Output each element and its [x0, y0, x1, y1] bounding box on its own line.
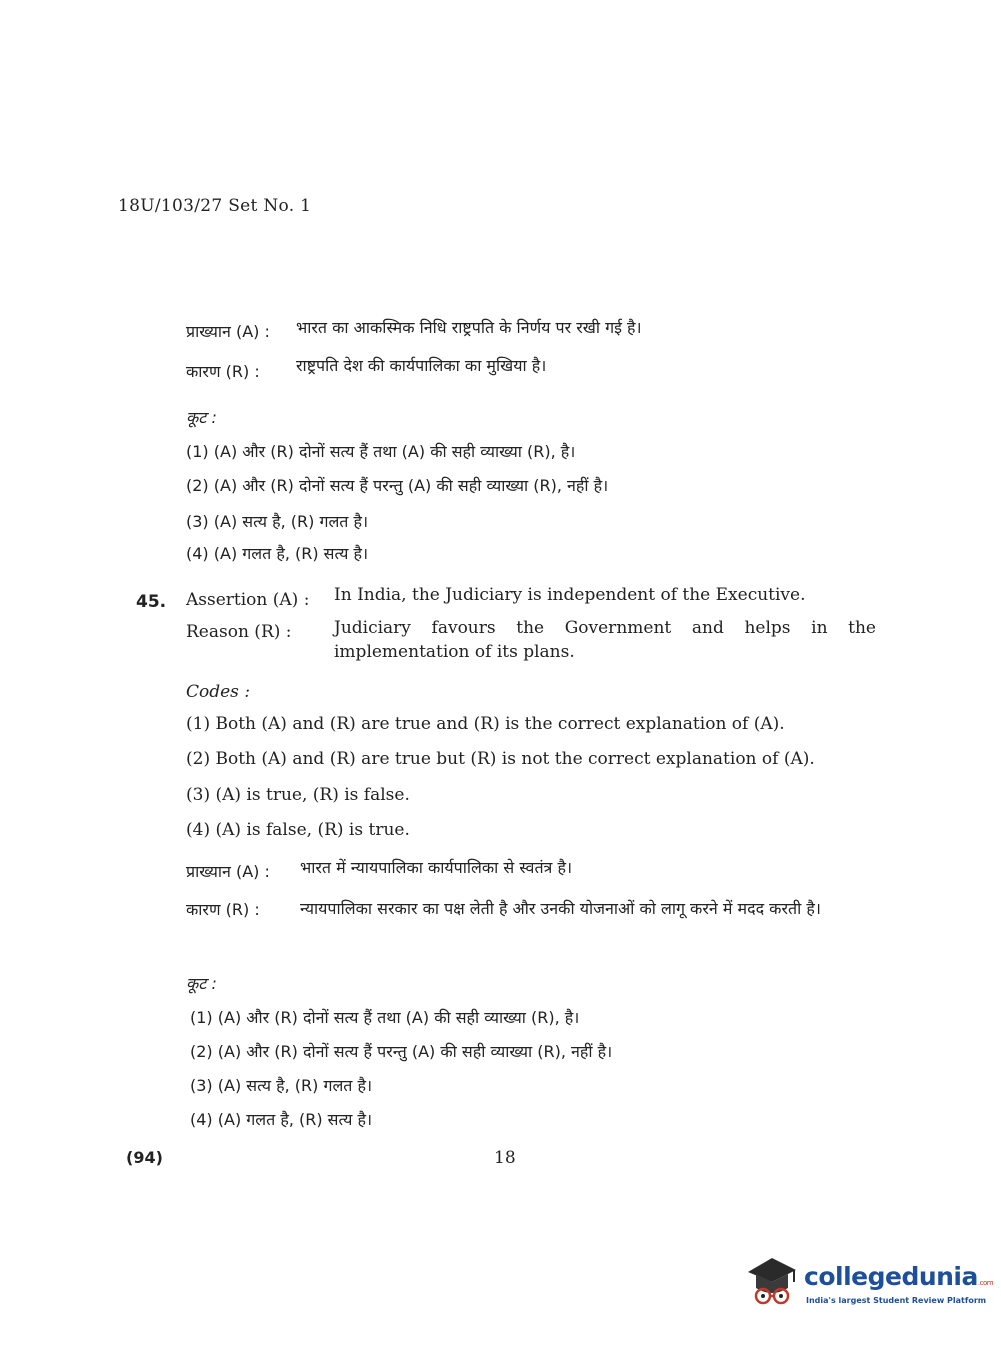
assertion-text-hi-45: भारत में न्यायपालिका कार्यपालिका से स्वतंत्र है।: [300, 858, 573, 877]
brand-name: collegedunia.com: [804, 1262, 994, 1291]
reason-text-hi: राष्ट्रपति देश की कार्यपालिका का मुखिया है।: [296, 356, 547, 375]
reason-text: Judiciary favours the Government and helps in the implementation of its plans.: [334, 618, 876, 662]
question-number: 45.: [136, 592, 167, 612]
assertion-label-hi: प्राख्यान (A) :: [186, 322, 270, 341]
option-1-hi: (1) (A) और (R) दोनों सत्य हैं तथा (A) की सही व्याख्या (R), है।: [186, 442, 576, 461]
option-4-hi-45: (4) (A) गलत है, (R) सत्य है।: [190, 1110, 373, 1129]
option-3: (3) (A) is true, (R) is false.: [186, 785, 410, 805]
option-3-hi-45: (3) (A) सत्य है, (R) गलत है।: [190, 1076, 373, 1095]
option-1: (1) Both (A) and (R) are true and (R) is the correct explanation of (A).: [186, 714, 785, 734]
assertion-label-hi-45: प्राख्यान (A) :: [186, 862, 270, 881]
reason-text-hi-45: न्यायपालिका सरकार का पक्ष लेती है और उनकी योजनाओं को लागू करने में मदद करती है।: [300, 899, 821, 918]
codes-label: Codes :: [186, 682, 251, 702]
reason-label-hi-45: कारण (R) :: [186, 900, 260, 919]
option-2-hi-45: (2) (A) और (R) दोनों सत्य हैं परन्तु (A) की सही व्याख्या (R), नहीं है।: [190, 1042, 613, 1061]
option-1-hi-45: (1) (A) और (R) दोनों सत्य हैं तथा (A) की सही व्याख्या (R), है।: [190, 1008, 580, 1027]
assertion-text-hi: भारत का आकस्मिक निधि राष्ट्रपति के निर्णय पर रखी गई है।: [296, 318, 642, 337]
paper-code: 18U/103/27 Set No. 1: [118, 196, 312, 216]
option-4: (4) (A) is false, (R) is true.: [186, 820, 410, 840]
reason-label-hi: कारण (R) :: [186, 362, 260, 381]
option-2-hi: (2) (A) और (R) दोनों सत्य हैं परन्तु (A) की सही व्याख्या (R), नहीं है।: [186, 476, 609, 495]
reason-label: Reason (R) :: [186, 622, 292, 642]
page-number: 18: [494, 1148, 516, 1168]
mascot-logo-icon: [742, 1252, 800, 1312]
option-2: (2) Both (A) and (R) are true but (R) is not the correct explanation of (A).: [186, 749, 815, 769]
option-3-hi: (3) (A) सत्य है, (R) गलत है।: [186, 512, 369, 531]
codes-label-hi-45: कूट :: [186, 974, 217, 993]
codes-label-hi: कूट :: [186, 408, 217, 427]
assertion-text: In India, the Judiciary is independent of the Executive.: [334, 585, 806, 605]
brand-tagline: India's largest Student Review Platform: [806, 1296, 987, 1305]
assertion-label: Assertion (A) :: [186, 590, 310, 610]
option-4-hi: (4) (A) गलत है, (R) सत्य है।: [186, 544, 369, 563]
footer-code: (94): [126, 1148, 163, 1167]
